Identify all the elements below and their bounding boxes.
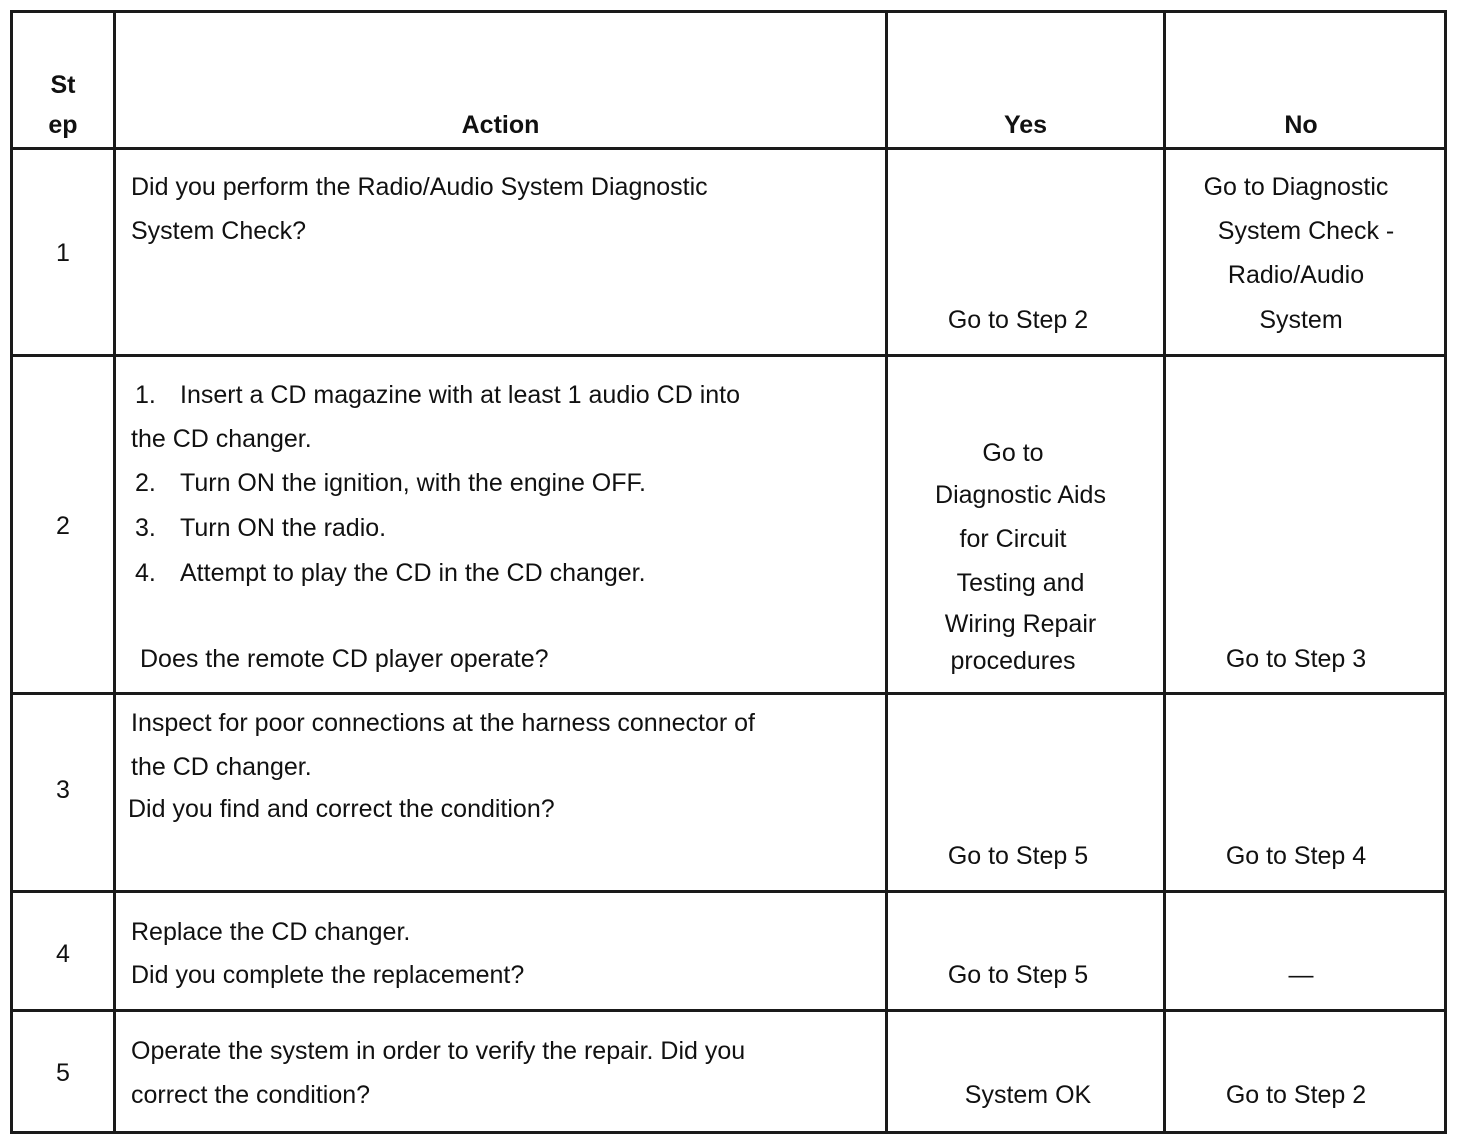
no-result-line: Radio/Audio [1227, 261, 1365, 289]
row-divider [13, 890, 1444, 893]
step-number: 3 [56, 776, 70, 804]
yes-result-line: Testing and [956, 569, 1085, 597]
no-result-line: System [1259, 306, 1343, 334]
row-divider [13, 354, 1444, 357]
step-number: 1 [56, 239, 70, 267]
header-action: Action [461, 111, 540, 139]
action-line: System Check? [131, 217, 307, 245]
header-step-line2: ep [48, 111, 78, 139]
list-number: 4. [135, 559, 156, 587]
no-result: Go to Step 4 [1225, 842, 1367, 870]
action-line: correct the condition? [131, 1081, 371, 1109]
step-number: 5 [56, 1059, 70, 1087]
header-yes: Yes [1003, 111, 1048, 139]
no-result: Go to Step 3 [1225, 645, 1367, 673]
list-text: Attempt to play the CD in the CD changer. [180, 559, 646, 587]
list-text: the CD changer. [131, 425, 312, 453]
action-line: the CD changer. [131, 753, 312, 781]
yes-result-line: procedures [950, 647, 1076, 675]
yes-result-line: Diagnostic Aids [935, 481, 1106, 509]
no-result-line: System Check - [1217, 217, 1395, 245]
header-step-line1: St [50, 71, 76, 99]
yes-result: Go to Step 2 [947, 306, 1089, 334]
yes-result-line: Wiring Repair [944, 610, 1097, 638]
action-line: Did you find and correct the condition? [128, 795, 555, 823]
action-question: Does the remote CD player operate? [140, 645, 549, 673]
header-step [13, 65, 113, 145]
row-divider [13, 1009, 1444, 1012]
action-line: Did you perform the Radio/Audio System Diagnostic [131, 173, 708, 201]
yes-result-line: Go to [982, 439, 1044, 467]
no-result-line: Go to Diagnostic [1203, 173, 1389, 201]
list-number: 1. [135, 381, 156, 409]
list-text: Insert a CD magazine with at least 1 audio CD into [180, 381, 740, 409]
no-result: Go to Step 2 [1225, 1081, 1367, 1109]
header-no: No [1284, 111, 1318, 139]
action-line: Replace the CD changer. [131, 918, 411, 946]
yes-result-line: for Circuit [959, 525, 1067, 553]
action-line: Inspect for poor connections at the harness connector of [131, 709, 755, 737]
column-divider [113, 13, 116, 1131]
list-text: Turn ON the radio. [180, 514, 387, 542]
action-line: Did you complete the replacement? [131, 961, 525, 989]
yes-result: Go to Step 5 [947, 842, 1089, 870]
step-number: 4 [56, 940, 70, 968]
list-number: 2. [135, 469, 156, 497]
diagnostic-table [10, 10, 1447, 1134]
no-result: — [1288, 961, 1314, 989]
row-divider [13, 147, 1444, 150]
yes-result: Go to Step 5 [947, 961, 1089, 989]
list-number: 3. [135, 514, 156, 542]
list-text: Turn ON the ignition, with the engine OFF. [180, 469, 646, 497]
step-number: 2 [56, 512, 70, 540]
row-divider [13, 692, 1444, 695]
yes-result: System OK [964, 1081, 1092, 1109]
action-line: Operate the system in order to verify the repair. Did you [131, 1037, 746, 1065]
